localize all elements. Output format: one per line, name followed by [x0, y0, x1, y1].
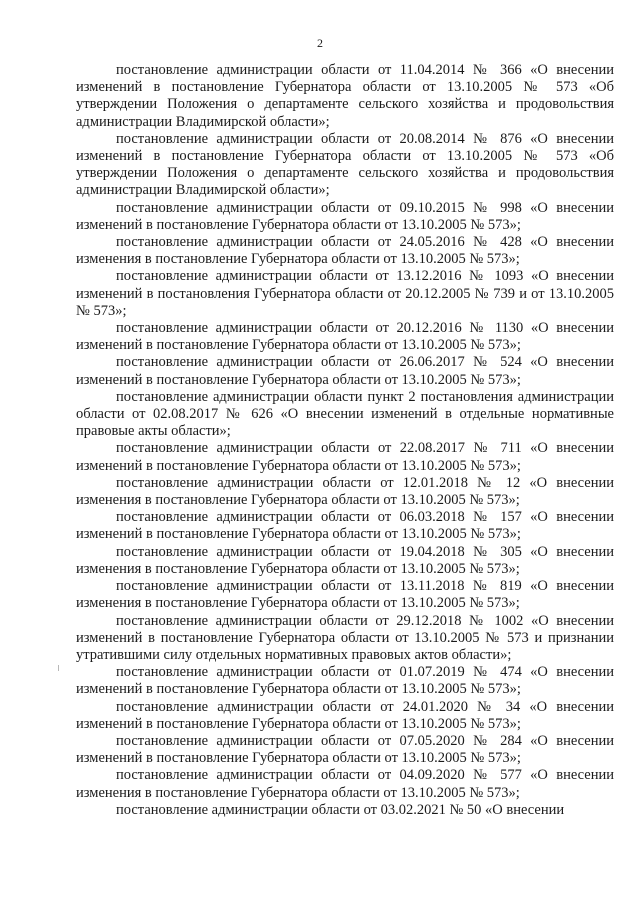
paragraph-3: постановление администрации области от 09.10.2015 № 998 «О внесении изменений в постановление Губернатора области от 13.10.2005 № 573»;	[76, 199, 614, 233]
paragraph-4: постановление администрации области от 24.05.2016 № 428 «О внесении изменения в постановление Губернатора области от 13.10.2005 № 573»;	[76, 234, 614, 268]
paragraph-5: постановление администрации области от 13.12.2016 № 1093 «О внесении изменений в постановления Губернатора области от 20.12.2005 № 739 и от 13.10.2005 № 573»;	[76, 268, 614, 319]
paragraph-19: постановление администрации области от 03.02.2021 № 50 «О внесении	[116, 801, 565, 818]
page-number: 2	[317, 36, 323, 50]
paragraph-18: постановление администрации области от 04.09.2020 № 577 «О внесении изменения в постановление Губернатора области от 13.10.2005 № 573»;	[76, 767, 614, 801]
paragraph-8: постановление администрации области пункт 2 постановления администрации области от 02.08.2017 № 626 «О внесении изменений в отдельные нормативные правовые акты области»;	[76, 388, 614, 440]
paragraph-9: постановление администрации области от 22.08.2017 № 711 «О внесении изменений в постановление Губернатора области от 13.10.2005 № 573»;	[76, 440, 614, 474]
paragraph-7: постановление администрации области от 26.06.2017 № 524 «О внесении изменений в постановление Губернатора области от 13.10.2005 № 573»;	[76, 354, 614, 388]
paragraph-13: постановление администрации области от 13.11.2018 № 819 «О внесении изменения в постановление Губернатора области от 13.10.2005 № 573»;	[76, 578, 614, 612]
paragraph-10: постановление администрации области от 12.01.2018 № 12 «О внесении изменения в постановление Губернатора области от 13.10.2005 № 573»;	[76, 474, 614, 509]
paragraph-2: постановление администрации области от 20.08.2014 № 876 «О внесении изменений в постановление Губернатора области от 13.10.2005 № 573 «Об утверждении Положения о департаменте сельского хозяйства и продовольствия администрации Владимирской области»;	[76, 130, 614, 199]
paragraph-17: постановление администрации области от 07.05.2020 № 284 «О внесении изменений в постановление Губернатора области от 13.10.2005 № 573»;	[76, 732, 614, 767]
paragraph-1: постановление администрации области от 11.04.2014 № 366 «О внесении изменений в постановление Губернатора области от 13.10.2005 № 573 «Об утверждении Положения о департаменте сельского хозяйства и продовольствия администрации Владимирской области»;	[76, 62, 614, 130]
margin-mark	[58, 665, 59, 671]
paragraph-11: постановление администрации области от 06.03.2018 № 157 «О внесении изменений в постановление Губернатора области от 13.10.2005 № 573»;	[76, 509, 614, 543]
paragraph-16: постановление администрации области от 24.01.2020 № 34 «О внесении изменений в постановление Губернатора области от 13.10.2005 № 573»;	[76, 698, 614, 732]
paragraph-14: постановление администрации области от 29.12.2018 № 1002 «О внесении изменений в постановление Губернатора области от 13.10.2005 № 573 и признании утратившими силу отдельных нормативных правовых актов области»;	[76, 612, 614, 663]
paragraph-12: постановление администрации области от 19.04.2018 № 305 «О внесении изменения в постановление Губернатора области от 13.10.2005 № 573»;	[76, 543, 614, 577]
paragraph-6: постановление администрации области от 20.12.2016 № 1130 «О внесении изменений в постановление Губернатора области от 13.10.2005 № 573»;	[76, 320, 614, 354]
paragraph-15: постановление администрации области от 01.07.2019 № 474 «О внесении изменений в постановление Губернатора области от 13.10.2005 № 573»;	[76, 664, 614, 698]
document-body	[76, 62, 614, 819]
